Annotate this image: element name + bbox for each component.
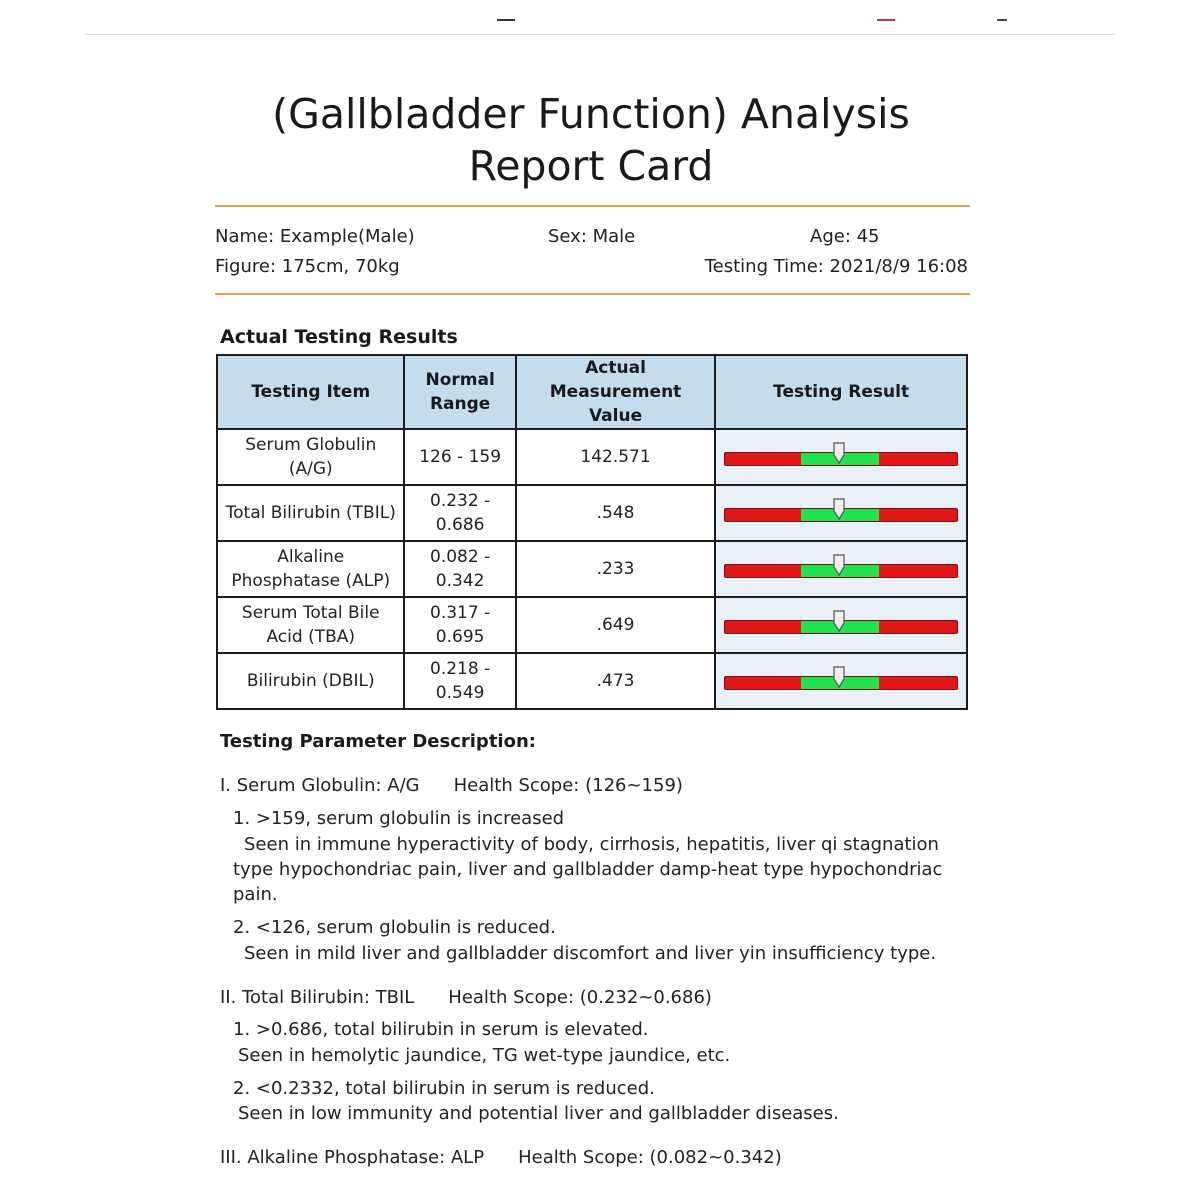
section-1-title: I. Serum Globulin: A/G <box>220 775 420 796</box>
cell-value: .233 <box>516 541 716 597</box>
section-1-scope: Health Scope: (126~159) <box>453 775 683 796</box>
header-divider-top <box>215 205 970 207</box>
cell-item: Serum Total Bile Acid (TBA) <box>217 597 404 653</box>
s1-point-2-title: 2. <126, serum globulin is reduced. <box>233 917 556 938</box>
cell-value: 142.571 <box>516 429 716 485</box>
description-section-title: Testing Parameter Description: <box>220 731 536 752</box>
cell-item: Serum Globulin (A/G) <box>217 429 404 485</box>
section-3-heading <box>220 1145 782 1170</box>
results-section-title: Actual Testing Results <box>220 326 458 348</box>
page-top-rule <box>85 34 1115 35</box>
s2-point-1-line: Seen in hemolytic jaundice, TG wet-type jaundice, etc. <box>238 1045 731 1066</box>
header-divider-bottom <box>215 293 970 295</box>
cell-range: 0.218 - 0.549 <box>404 653 515 709</box>
result-gauge <box>724 498 958 528</box>
gauge-pointer-icon <box>833 442 845 464</box>
cell-value: .548 <box>516 485 716 541</box>
header-normal-range: Normal Range <box>404 355 515 429</box>
section-3-scope: Health Scope: (0.082~0.342) <box>518 1147 782 1168</box>
results-table <box>216 354 968 710</box>
page-mark <box>997 19 1007 21</box>
section-1-heading <box>220 773 683 798</box>
section-2-scope: Health Scope: (0.232~0.686) <box>448 987 712 1008</box>
cell-range: 0.082 - 0.342 <box>404 541 515 597</box>
cell-range: 126 - 159 <box>404 429 515 485</box>
s1-point-1-title: 1. >159, serum globulin is increased <box>233 808 565 829</box>
s2-point-1-title: 1. >0.686, total bilirubin in serum is elevated. <box>233 1019 649 1040</box>
table-header-row <box>217 355 967 429</box>
s1-point-1-line: type hypochondriac pain, liver and gallbladder damp-heat type hypochondriac <box>233 859 943 880</box>
cell-result <box>715 429 967 485</box>
cell-result <box>715 485 967 541</box>
section-2-title: II. Total Bilirubin: TBIL <box>220 987 415 1008</box>
section-3-title: III. Alkaline Phosphatase: ALP <box>220 1147 485 1168</box>
cell-result <box>715 597 967 653</box>
table-row <box>217 597 967 653</box>
table-row <box>217 541 967 597</box>
gauge-pointer-icon <box>833 610 845 632</box>
header-testing-result: Testing Result <box>715 355 967 429</box>
table-row <box>217 429 967 485</box>
s1-point-1-line: Seen in immune hyperactivity of body, cirrhosis, hepatitis, liver qi stagnation <box>244 834 939 855</box>
cell-value: .473 <box>516 653 716 709</box>
cell-range: 0.232 - 0.686 <box>404 485 515 541</box>
result-gauge <box>724 554 958 584</box>
result-gauge <box>724 442 958 472</box>
gauge-pointer-icon <box>833 554 845 576</box>
cell-range: 0.317 - 0.695 <box>404 597 515 653</box>
result-gauge <box>724 666 958 696</box>
cell-result <box>715 541 967 597</box>
page-mark <box>497 19 515 21</box>
cell-item: Bilirubin (DBIL) <box>217 653 404 709</box>
patient-figure: Figure: 175cm, 70kg <box>215 256 400 277</box>
s2-point-2-line: Seen in low immunity and potential liver and gallbladder diseases. <box>238 1103 839 1124</box>
cell-value: .649 <box>516 597 716 653</box>
cell-item: Total Bilirubin (TBIL) <box>217 485 404 541</box>
table-row <box>217 485 967 541</box>
patient-name: Name: Example(Male) <box>215 226 415 247</box>
header-actual-value: Actual Measurement Value <box>516 355 716 429</box>
table-row <box>217 653 967 709</box>
cell-item: Alkaline Phosphatase (ALP) <box>217 541 404 597</box>
page-mark <box>877 19 895 21</box>
s1-point-2-line: Seen in mild liver and gallbladder discomfort and liver yin insufficiency type. <box>244 943 937 964</box>
result-gauge <box>724 610 958 640</box>
patient-age: Age: 45 <box>810 226 880 247</box>
header-testing-item: Testing Item <box>217 355 404 429</box>
testing-time: Testing Time: 2021/8/9 16:08 <box>704 256 968 277</box>
patient-sex: Sex: Male <box>548 226 636 247</box>
cell-result <box>715 653 967 709</box>
gauge-pointer-icon <box>833 498 845 520</box>
report-title: (Gallbladder Function) Analysis Report Card <box>272 90 910 190</box>
gauge-pointer-icon <box>833 666 845 688</box>
s1-point-1-line: pain. <box>233 884 278 905</box>
s2-point-2-title: 2. <0.2332, total bilirubin in serum is reduced. <box>233 1078 655 1099</box>
section-2-heading <box>220 985 712 1010</box>
